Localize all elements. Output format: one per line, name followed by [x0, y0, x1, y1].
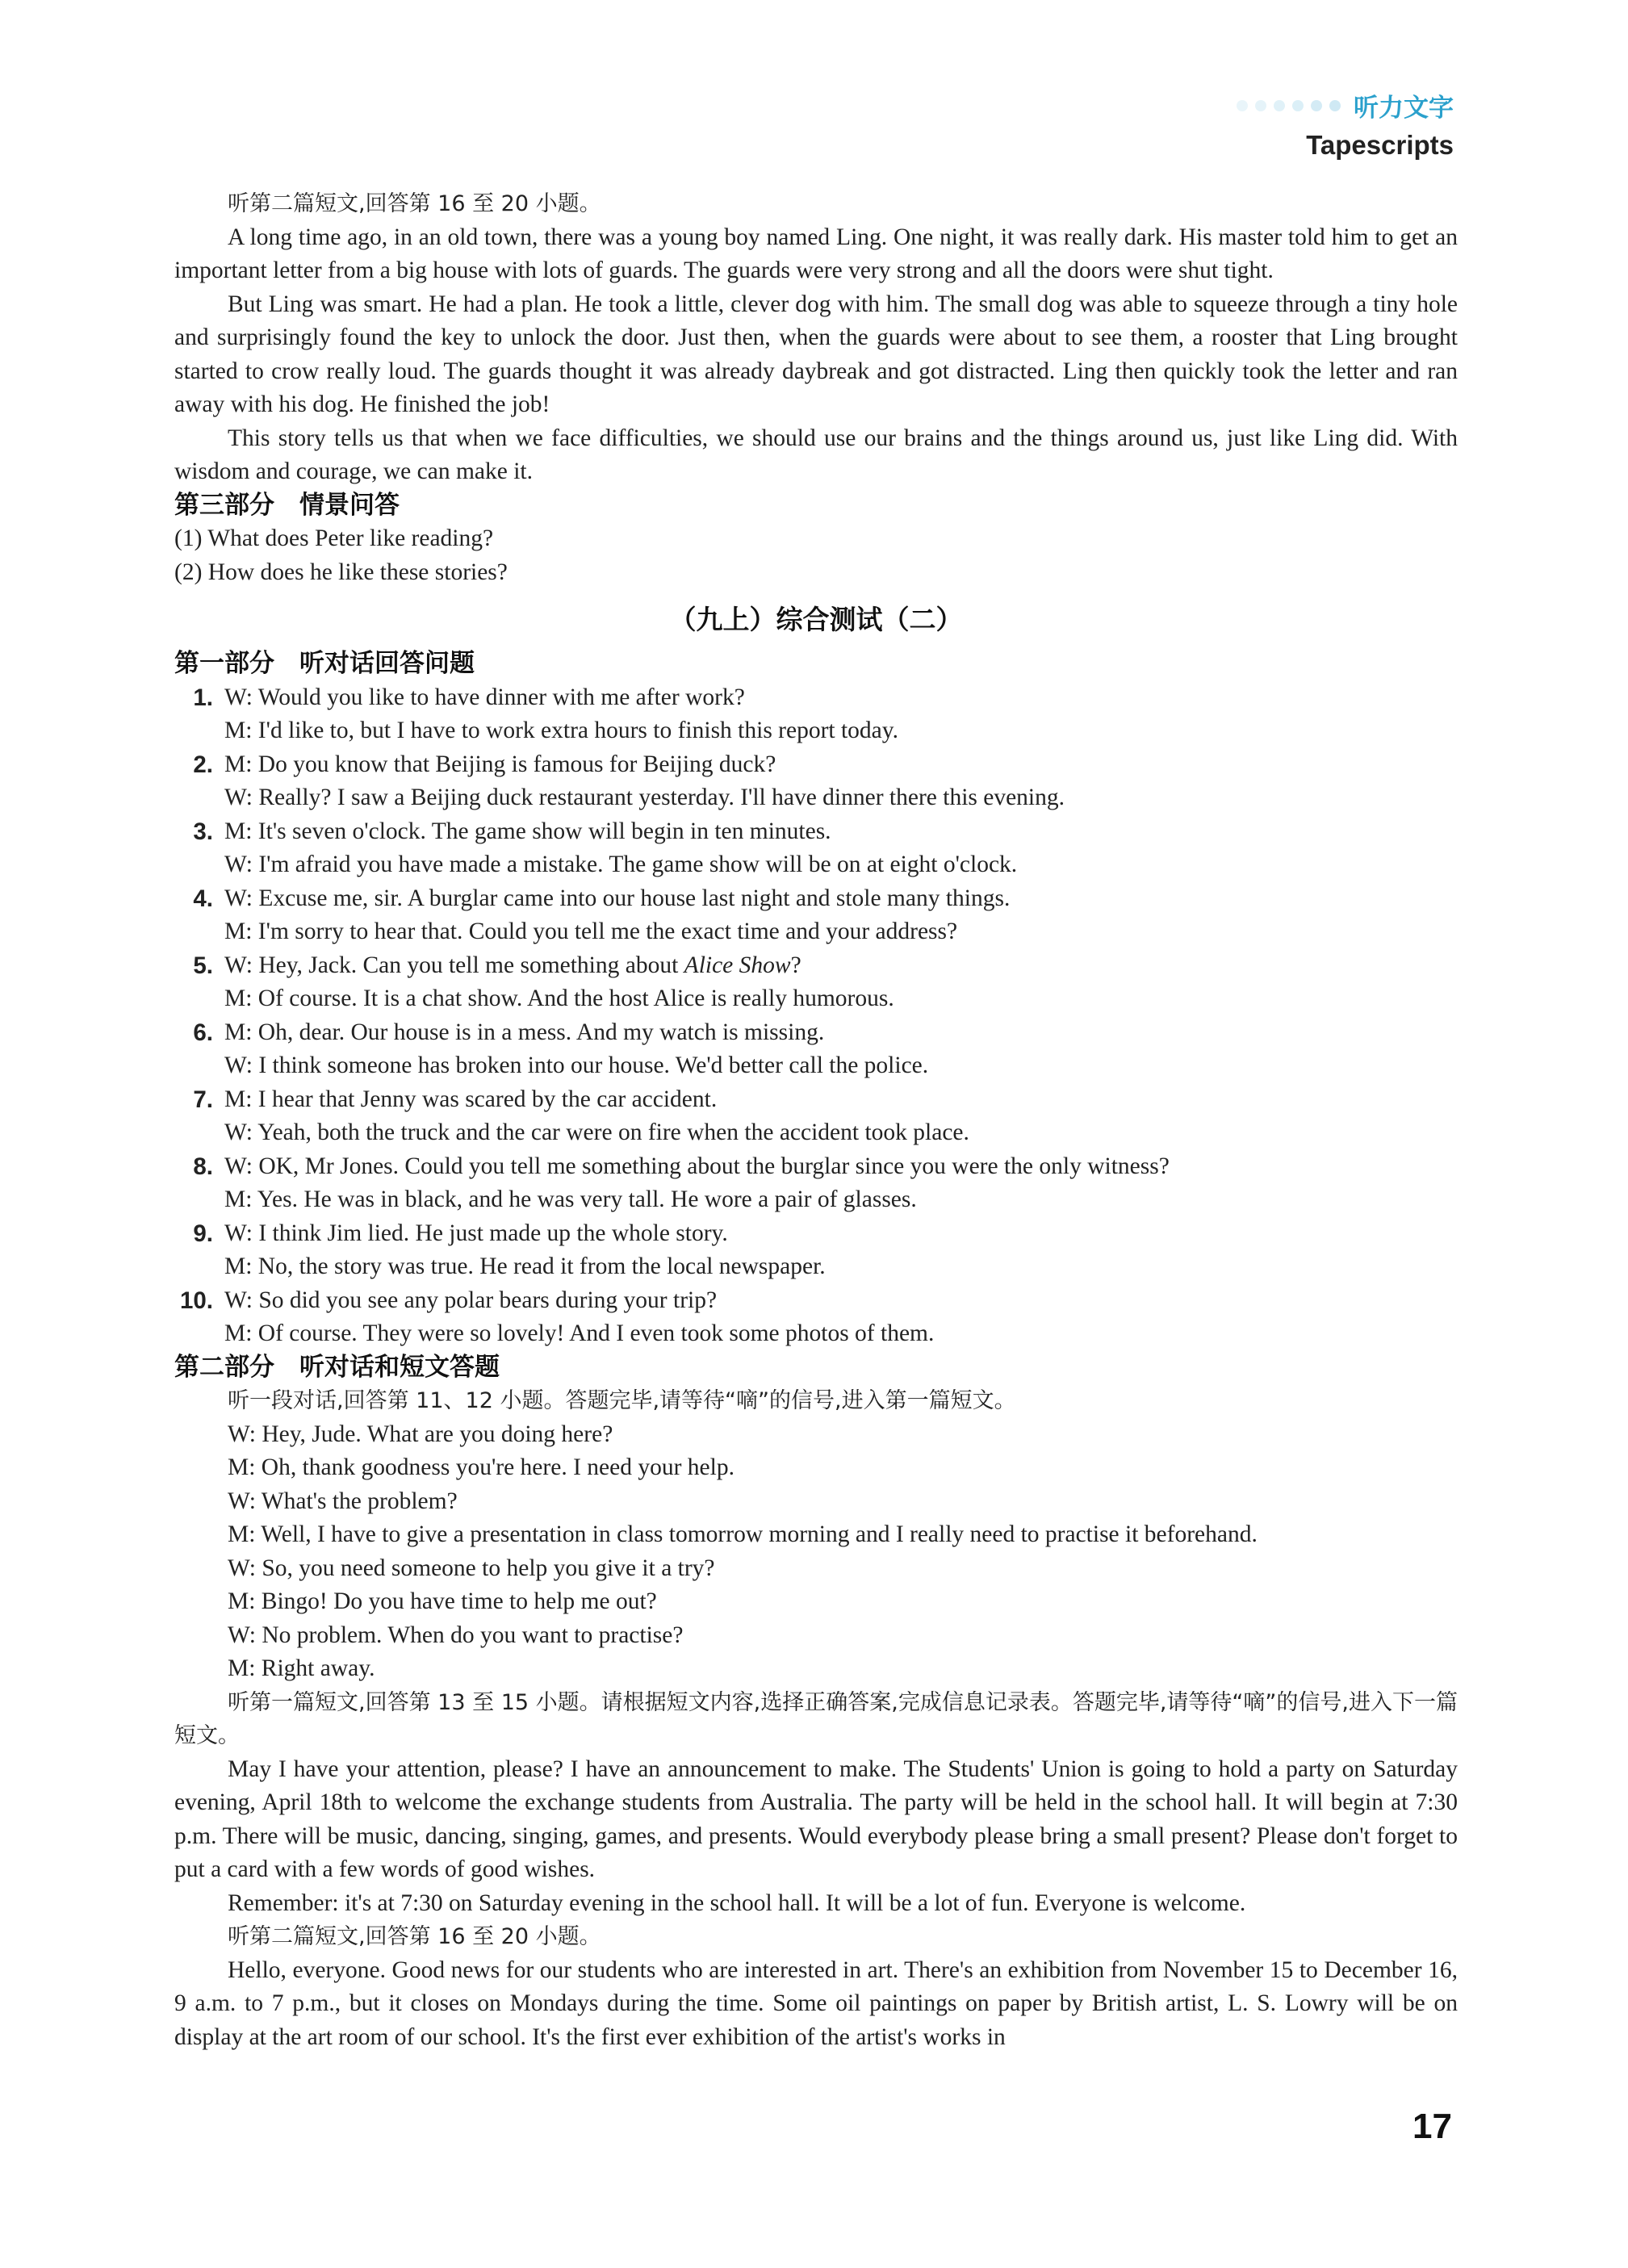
dialogue-line: M: Oh, dear. Our house is in a mess. And my watch is missing.	[224, 1019, 825, 1045]
dialogue-line: M: I hear that Jenny was scared by the car accident.	[224, 1086, 718, 1112]
dialogue-item	[174, 681, 1458, 715]
dialogue-line: M: Do you know that Beijing is famous for Beijing duck?	[224, 751, 776, 777]
dialogue-line: W: Hey, Jack. Can you tell me something about	[224, 952, 684, 978]
main-content	[174, 187, 1458, 2054]
item-number: 3.	[193, 818, 213, 845]
dialogue-line: ?	[790, 952, 801, 978]
dialogue-line: W: I think Jim lied. He just made up the whole story.	[224, 1220, 728, 1246]
dot-icon	[1311, 100, 1322, 111]
dialogue-line: M: I'd like to, but I have to work extra hours to finish this report today.	[224, 718, 898, 743]
dialogue-list	[174, 681, 1458, 1351]
dialogue-item	[174, 748, 1458, 782]
dialogue-line: M: Oh, thank goodness you're here. I need your help.	[228, 1454, 734, 1480]
item-number: 1.	[193, 684, 213, 711]
dialogue-line: M: Well, I have to give a presentation in class tomorrow morning and I really need to practise it beforehand.	[228, 1521, 1258, 1547]
decorative-dots	[1237, 100, 1341, 111]
dialogue-line: W: I'm afraid you have made a mistake. The game show will be on at eight o'clock.	[224, 852, 1018, 877]
dialogue-line: W: I think someone has broken into our house. We'd better call the police.	[224, 1052, 929, 1078]
dialogue-line: M: Bingo! Do you have time to help me out?	[228, 1588, 657, 1614]
dialogue-item	[174, 1083, 1458, 1117]
paragraph: This story tells us that when we face difficulties, we should use our brains and the things around us, just like Ling did. With wisdom and courage, we can make it.	[174, 425, 1458, 484]
paragraph: Remember: it's at 7:30 on Saturday evening in the school hall. It will be a lot of fun. Everyone is welcome.	[228, 1889, 1246, 1916]
dialogue-line: W: Excuse me, sir. A burglar came into our house last night and stole many things.	[224, 885, 1011, 911]
section-heading: 第二部分 听对话和短文答题	[174, 1352, 500, 1382]
item-number: 6.	[193, 1019, 213, 1046]
dialogue-item	[174, 815, 1458, 849]
dialogue-line: W: So did you see any polar bears during your trip?	[224, 1287, 718, 1313]
dot-icon	[1255, 100, 1266, 111]
dialogue-line: M: I'm sorry to hear that. Could you tell me the exact time and your address?	[224, 918, 958, 944]
item-number: 8.	[193, 1153, 213, 1180]
paragraph: Hello, everyone. Good news for our students who are interested in art. There's an exhibition from November 15 to December 16, 9 a.m. to 7 p.m., but it closes on Mondays during the time. Some oil paintings on paper by British artist, L. S. Lowry will be on display at the art room of our school. It's the first ever exhibition of the artist's works in	[174, 1956, 1458, 2050]
paragraph: A long time ago, in an old town, there was a young boy named Ling. One night, it was really dark. His master told him to get an important letter from a big house with lots of guards. The guards were very strong and all the doors were shut tight.	[174, 224, 1458, 283]
item-number: 9.	[193, 1220, 213, 1247]
dialogue-line: W: Really? I saw a Beijing duck restaurant yesterday. I'll have dinner there this evening.	[224, 785, 1065, 810]
show-title: Alice Show	[684, 952, 791, 978]
dot-icon	[1292, 100, 1304, 111]
dialogue-line: W: So, you need someone to help you give it a try?	[228, 1555, 715, 1581]
dialogue-item	[174, 1016, 1458, 1050]
dialogue-line: W: No problem. When do you want to practise?	[228, 1621, 684, 1648]
dot-icon	[1237, 100, 1248, 111]
dialogue-item	[174, 1284, 1458, 1318]
test-title: （九上）综合测试（二）	[669, 604, 963, 635]
section-heading: 第三部分 情景问答	[174, 490, 400, 520]
dialogue-item	[174, 882, 1458, 916]
dialogue-line: W: What's the problem?	[228, 1488, 458, 1514]
paragraph: But Ling was smart. He had a plan. He took a little, clever dog with him. The small dog was able to squeeze through a tiny hole and surprisingly found the key to unlock the door. Just then, when the guards were about to see them, a rooster that Ling brought started to crow really loud. The guards thought it was already daybreak and got distracted. Ling then quickly took the letter and ran away with his dog. He finished the job!	[174, 291, 1458, 417]
paragraph: May I have your attention, please? I have an announcement to make. The Students' Union is going to hold a party on Saturday evening, April 18th to welcome the exchange students from Australia. The party will be held in the school hall. It will begin at 7:30 p.m. There will be music, dancing, singing, games, and presents. Would everybody please bring a small present? Please don't forget to put a card with a few words of good wishes.	[174, 1755, 1458, 1882]
dialogue-line: M: No, the story was true. He read it from the local newspaper.	[224, 1253, 826, 1279]
item-number: 4.	[193, 885, 213, 912]
header-title: 听力文字	[1354, 94, 1454, 123]
item-number: 10.	[179, 1287, 213, 1314]
dot-icon	[1274, 100, 1285, 111]
dialogue-line: W: OK, Mr Jones. Could you tell me something about the burglar since you were the only witness?	[224, 1153, 1170, 1179]
dialogue-item	[174, 1217, 1458, 1251]
dialogue-line: M: Right away.	[228, 1655, 375, 1681]
dialogue-item	[174, 1150, 1458, 1184]
dialogue-line: W: Hey, Jude. What are you doing here?	[228, 1421, 613, 1447]
dialogue-line: W: Would you like to have dinner with me after work?	[224, 684, 745, 710]
section-heading: 第一部分 听对话回答问题	[174, 649, 475, 678]
dialogue-line: W: Yeah, both the truck and the car were on fire when the accident took place.	[224, 1119, 969, 1145]
page-number: 17	[1412, 2107, 1452, 2146]
dot-icon	[1329, 100, 1341, 111]
section-intro: 听第二篇短文,回答第 16 至 20 小题。	[228, 191, 601, 216]
question-line: (2) How does he like these stories?	[174, 559, 508, 585]
dialogue-line: M: Of course. It is a chat show. And the host Alice is really humorous.	[224, 985, 894, 1011]
section-intro: 听一段对话,回答第 11、12 小题。答题完毕,请等待“嘀”的信号,进入第一篇短文。	[228, 1388, 1016, 1413]
item-number: 5.	[193, 952, 213, 979]
item-number: 7.	[193, 1086, 213, 1113]
question-line: (1) What does Peter like reading?	[174, 525, 494, 551]
dialogue-item	[174, 949, 1458, 983]
section-intro: 听第一篇短文,回答第 13 至 15 小题。请根据短文内容,选择正确答案,完成信息记录表。答题完毕,请等待“嘀”的信号,进入下一篇短文。	[174, 1689, 1458, 1748]
dialogue-line: M: Yes. He was in black, and he was very tall. He wore a pair of glasses.	[224, 1186, 917, 1212]
header-subtitle: Tapescripts	[1306, 130, 1454, 160]
item-number: 2.	[193, 751, 213, 778]
page-header	[1237, 87, 1454, 161]
dialogue-line: M: It's seven o'clock. The game show will begin in ten minutes.	[224, 818, 831, 844]
section-intro: 听第二篇短文,回答第 16 至 20 小题。	[228, 1924, 601, 1949]
dialogue-line: M: Of course. They were so lovely! And I even took some photos of them.	[224, 1320, 935, 1346]
